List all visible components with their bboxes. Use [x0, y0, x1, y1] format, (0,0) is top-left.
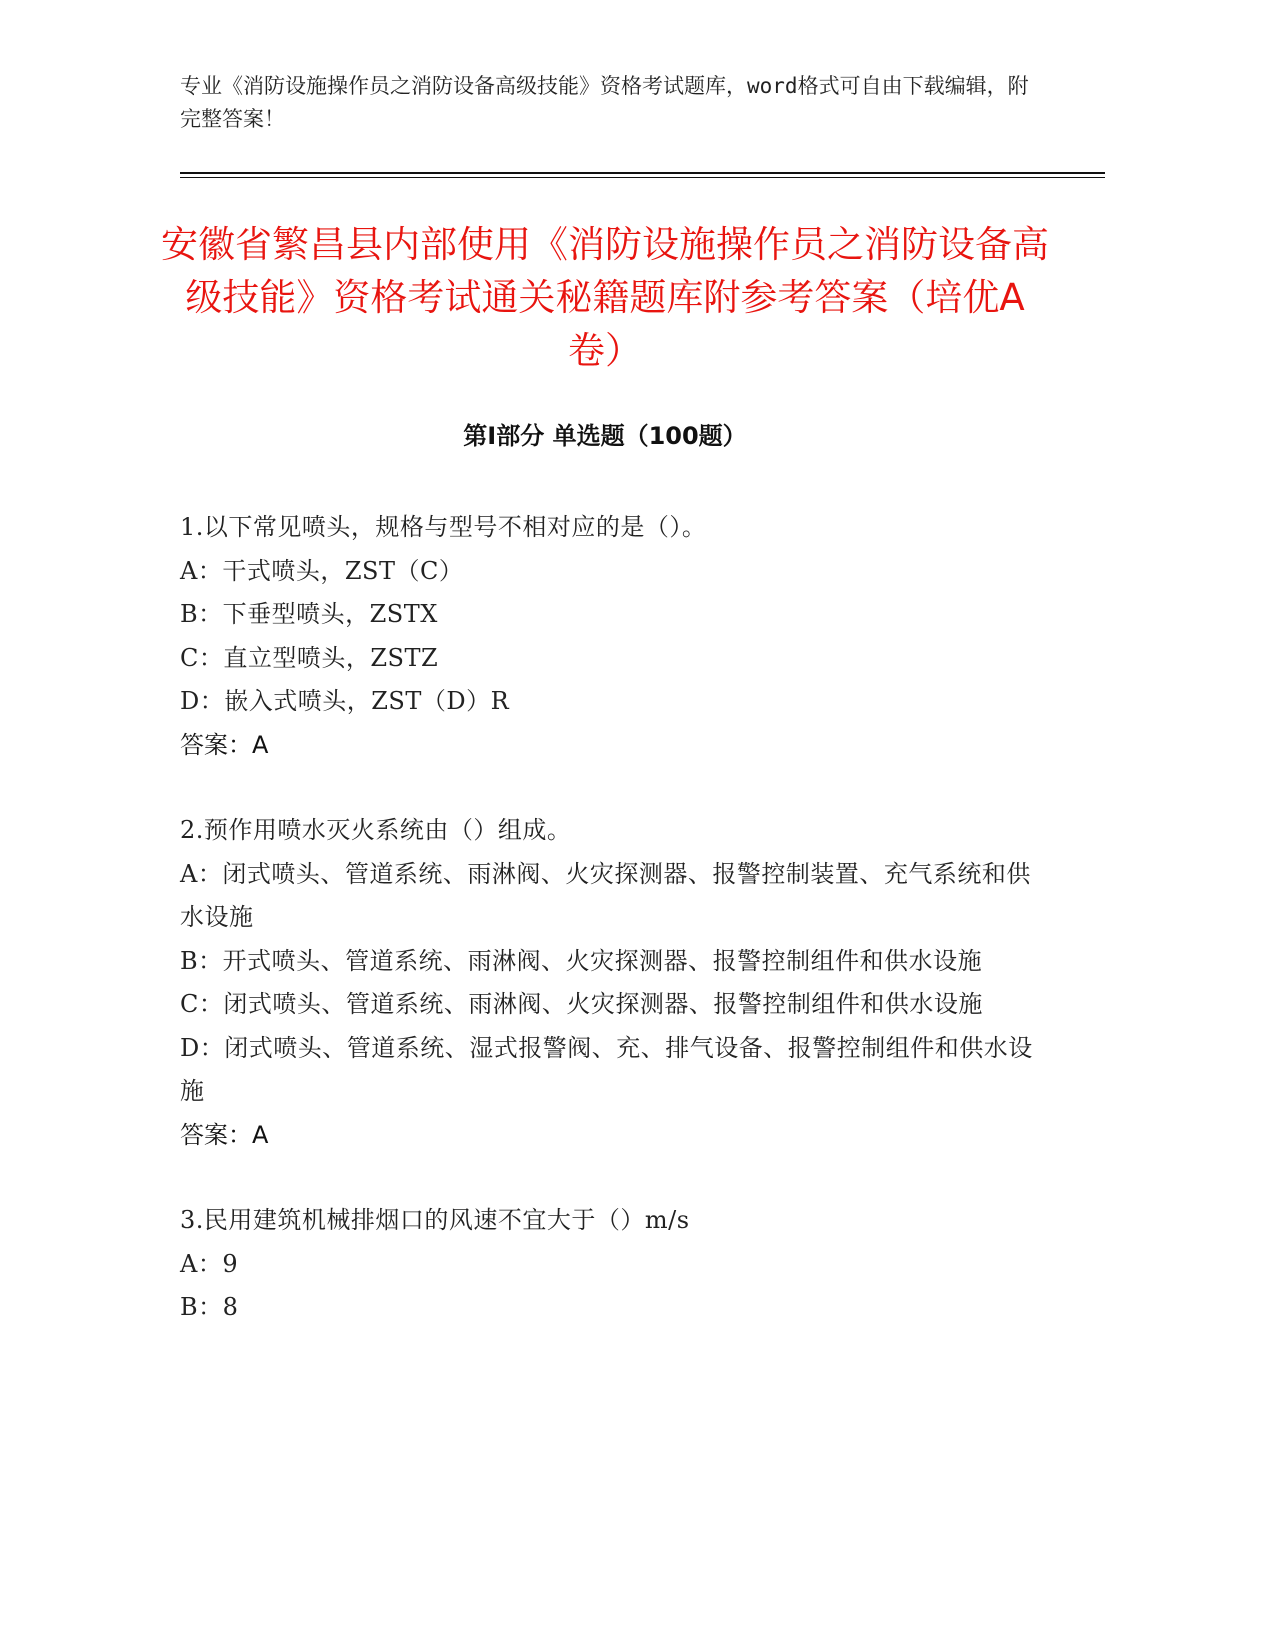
- question-3: [180, 1199, 1040, 1330]
- answer-line: 答案：A: [180, 730, 269, 759]
- option-b: B：8: [180, 1293, 239, 1321]
- option-a: A：闭式喷头、管道系统、雨淋阀、火灾探测器、报警控制装置、充气系统和供水设施: [180, 859, 1031, 931]
- option-a: A：干式喷头，ZST（C）: [180, 556, 464, 585]
- question-2: [180, 809, 1040, 1157]
- option-d: D：嵌入式喷头，ZST（D）R: [180, 687, 510, 715]
- section-title: 第I部分 单选题（100题）: [463, 422, 747, 450]
- option-b: B：开式喷头、管道系统、雨淋阀、火灾探测器、报警控制组件和供水设施: [180, 946, 983, 975]
- option-d: D：闭式喷头、管道系统、湿式报警阀、充、排气设备、报警控制组件和供水设施: [180, 1033, 1033, 1105]
- question-stem: 3.民用建筑机械排烟口的风速不宜大于（）m/s: [180, 1206, 690, 1234]
- option-c: C：闭式喷头、管道系统、雨淋阀、火灾探测器、报警控制组件和供水设施: [180, 990, 983, 1018]
- header-divider-thick: [180, 172, 1105, 174]
- document-title: 安徽省繁昌县内部使用《消防设施操作员之消防设备高级技能》资格考试通关秘籍题库附参考答案（培优A卷）: [161, 223, 1049, 372]
- header-divider-thin: [180, 177, 1105, 178]
- question-stem: 2.预作用喷水灭火系统由（）组成。: [180, 816, 572, 844]
- option-c: C：直立型喷头，ZSTZ: [180, 643, 439, 672]
- question-stem: 1.以下常见喷头，规格与型号不相对应的是（）。: [180, 513, 707, 541]
- option-a: A：9: [180, 1249, 239, 1278]
- question-1: [180, 506, 1040, 767]
- option-b: B：下垂型喷头，ZSTX: [180, 600, 438, 628]
- question-list: [180, 506, 1040, 1372]
- header-note: 专业《消防设施操作员之消防设备高级技能》资格考试题库，word格式可自由下载编辑，附完整答案！: [180, 74, 1029, 131]
- answer-line: 答案：A: [180, 1120, 269, 1149]
